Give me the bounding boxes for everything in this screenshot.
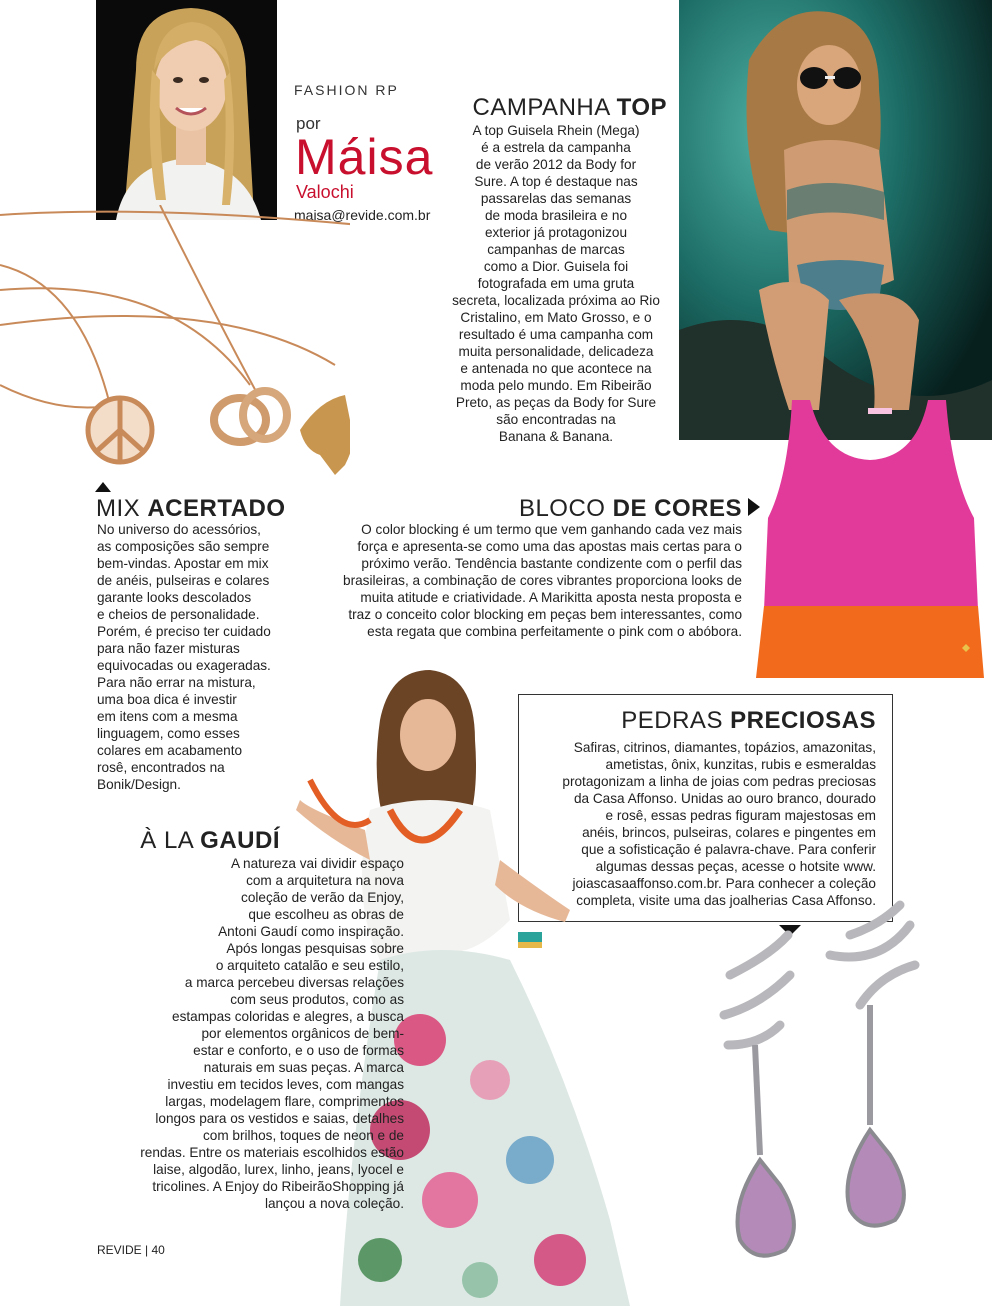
mix-line: em itens com a mesma [97, 709, 238, 724]
mix-line: Bonik/Design. [97, 777, 181, 792]
campanha-line: secreta, localizada próxima ao Rio [452, 293, 660, 308]
gaudi-line: longos para os vestidos e saias, detalhes [155, 1111, 404, 1126]
gaudi-line: rendas. Entre os materiais escolhidos estão [140, 1145, 404, 1160]
pedras-line: anéis, brincos, pulseiras, colares e pingentes em [582, 825, 876, 840]
gaudi-line: que escolheu as obras de [248, 907, 404, 922]
campanha-line: Banana & Banana. [498, 429, 614, 444]
bloco-line: traz o conceito color blocking em peças bem interessantes, como [348, 607, 742, 622]
bloco-line: força e apresenta-se como uma das apostas mais certas para o [357, 539, 742, 554]
gaudi-title [98, 827, 280, 855]
mix-line: equivocadas ou exageradas. [97, 658, 271, 673]
byline-por: por [296, 114, 321, 133]
gaudi-line: com seus produtos, como as [230, 992, 404, 1007]
campanha-line: campanhas de marcas [487, 242, 625, 257]
mix-title-bold: ACERTADO [147, 495, 286, 522]
pedras-line: algumas dessas peças, acesse o hotsite www. [595, 859, 876, 874]
gaudi-line: Após longas pesquisas sobre [226, 941, 404, 956]
author-email[interactable]: maisa@revide.com.br [294, 207, 431, 223]
pedras-line: e rosê, essas pedras figuram majestosas em [605, 808, 876, 823]
bloco-line: O color blocking é um termo que vem ganhando cada vez mais [361, 522, 742, 537]
campanha-line: como a Dior. Guisela foi [483, 259, 629, 274]
mix-body [97, 521, 297, 793]
campanha-line: Cristalino, em Mato Grosso, e o [460, 310, 652, 325]
gaudi-line: tricolines. A Enjoy do RibeirãoShopping já [152, 1179, 404, 1194]
gaudi-line: largas, modelagem flare, comprimentos [165, 1094, 404, 1109]
campanha-line: de verão 2012 da Body for [475, 157, 637, 172]
mix-title-light: MIX [96, 495, 141, 522]
bloco-title-light: BLOCO [518, 495, 606, 522]
mix-line: No universo do acessórios, [97, 522, 261, 537]
mix-line: rosê, encontrados na [97, 760, 225, 775]
campanha-line: passarelas das semanas [480, 191, 632, 206]
amethyst-earrings-photo [710, 895, 992, 1275]
pedras-line: completa, visite uma das joalherias Casa Affonso. [576, 893, 876, 908]
mix-line: uma boa dica é investir [97, 692, 237, 707]
campanha-line: são encontradas na [496, 412, 616, 427]
mix-line: linguagem, como esses [97, 726, 240, 741]
bloco-body [300, 521, 742, 640]
gaudi-title-light: À LA [140, 827, 193, 854]
campanha-line: Sure. A top é destaque nas [474, 174, 638, 189]
campanha-title [470, 94, 667, 122]
gaudi-line: A natureza vai dividir espaço [230, 856, 404, 871]
bloco-title [480, 495, 742, 523]
color-block-tank-top-photo [752, 398, 988, 680]
mix-line: bem-vindas. Apostar em mix [97, 556, 269, 571]
gaudi-line: laise, algodão, lurex, linho, jeans, lyocel e [153, 1162, 404, 1177]
gaudi-line: Antoni Gaudí como inspiração. [218, 924, 404, 939]
mix-line: garante looks descolados [97, 590, 252, 605]
campanha-line: é a estrela da campanha [481, 140, 631, 155]
campanha-line: muita personalidade, delicadeza [458, 344, 654, 359]
campanha-line: Preto, as peças da Body for Sure [455, 395, 657, 410]
gaudi-line: por elementos orgânicos de bem- [201, 1026, 404, 1041]
bloco-title-bold: DE CORES [612, 495, 742, 522]
page-footer: REVIDE | 40 [97, 1243, 165, 1257]
gaudi-line: investiu em tecidos leves, com mangas [167, 1077, 404, 1092]
gaudi-line: o arquiteto catalão e seu estilo, [215, 958, 404, 973]
campanha-line: de moda brasileira e no [484, 208, 628, 223]
mix-line: Porém, é preciso ter cuidado [97, 624, 271, 639]
mix-line: de anéis, pulseiras e colares [97, 573, 270, 588]
pedras-title-bold: PRECIOSAS [730, 707, 876, 734]
bloco-line: muita atitude e criatividade. A Marikitta aposta nesta proposta e [360, 590, 742, 605]
gaudi-line: a marca percebeu diversas relações [184, 975, 404, 990]
campanha-line: e antenada no que acontece na [460, 361, 652, 376]
mix-line: as composições são sempre [97, 539, 270, 554]
gaudi-line: com brilhos, toques de neon e de [202, 1128, 404, 1143]
campanha-line: moda pelo mundo. Em Ribeirão [460, 378, 652, 393]
gaudi-line: estar e conforto, e o uso de formas [193, 1043, 404, 1058]
mix-line: e cheios de personalidade. [97, 607, 260, 622]
pedras-title-light: PEDRAS [621, 707, 723, 734]
mix-line: Para não errar na mistura, [97, 675, 256, 690]
pedras-line: que a sofisticação é palavra-chave. Para conferir [581, 842, 876, 857]
mix-line: colares em acabamento [97, 743, 243, 758]
campanha-title-bold: TOP [616, 94, 667, 121]
pedras-line: ametistas, ônix, kunzitas, rubis e esmeraldas [605, 757, 876, 772]
author-portrait [96, 0, 277, 220]
campanha-line: exterior já protagonizou [484, 225, 628, 240]
pedras-line: protagonizam a linha de joias com pedras preciosas [562, 774, 876, 789]
author-first-name: Máisa [295, 129, 434, 185]
campanha-title-light: CAMPANHA [472, 94, 610, 121]
pedras-line: da Casa Affonso. Unidas ao ouro branco, dourado [573, 791, 876, 806]
bloco-line: próximo verão. Tendência bastante condizente com o perfil das [361, 556, 742, 571]
gaudi-body [60, 855, 404, 1212]
mix-line: para não fazer misturas [97, 641, 240, 656]
gaudi-line: coleção de verão da Enjoy, [241, 890, 404, 905]
rose-gold-necklaces-photo [0, 205, 350, 480]
gaudi-line: com a arquitetura na nova [246, 873, 404, 888]
gaudi-title-bold: GAUDÍ [200, 827, 280, 854]
gaudi-line: lançou a nova coleção. [264, 1196, 404, 1211]
campanha-line: resultado é uma campanha com [458, 327, 654, 342]
campaign-photo [679, 0, 992, 440]
campanha-body [434, 122, 678, 445]
bloco-line: brasileiras, a combinação de cores vibrantes proporciona looks de [343, 573, 742, 588]
triangle-up-icon [95, 482, 111, 492]
campanha-line: fotografada em uma gruta [477, 276, 635, 291]
mix-title [96, 495, 286, 523]
pedras-line: joiascasaaffonso.com.br. Para conhecer a coleção [572, 876, 876, 891]
section-label: FASHION RP [294, 82, 399, 98]
campanha-line: A top Guisela Rhein (Mega) [472, 123, 640, 138]
gaudi-line: naturais em suas peças. A marca [203, 1060, 404, 1075]
pedras-line: Safiras, citrinos, diamantes, topázios, amazonitas, [573, 740, 876, 755]
author-last-name: Valochi [296, 182, 354, 202]
bloco-line: esta regata que combina perfeitamente o pink com o abóbora. [367, 624, 742, 639]
gaudi-line: estampas coloridas e alegres, a busca [172, 1009, 404, 1024]
